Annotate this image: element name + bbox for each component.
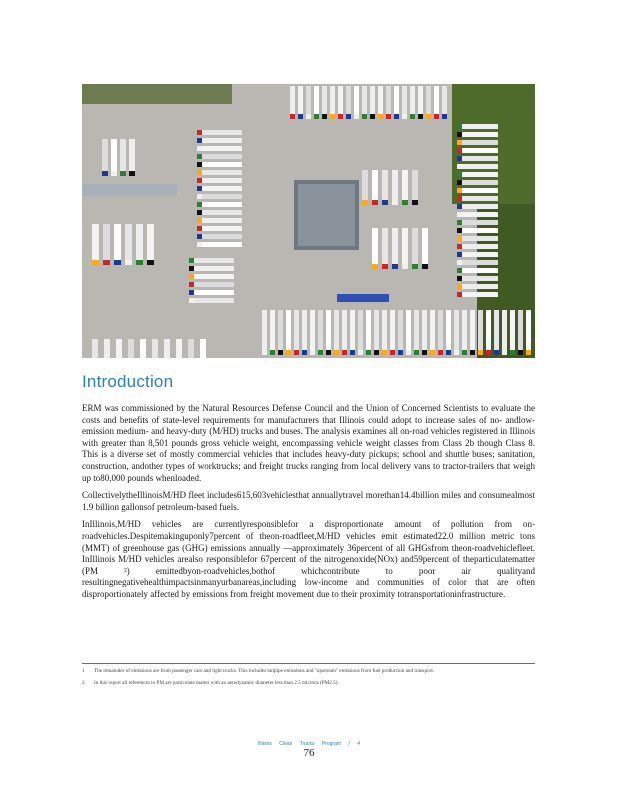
trailer — [188, 339, 194, 358]
trailer — [434, 86, 439, 114]
trailer — [390, 310, 395, 350]
trailer — [462, 236, 498, 241]
truck-cab — [197, 226, 202, 231]
trailer — [202, 202, 242, 207]
truck-cab — [372, 264, 378, 269]
trailer — [176, 339, 182, 358]
trailer — [510, 310, 515, 350]
truck-cab — [457, 204, 462, 209]
truck-cab — [457, 188, 462, 193]
trailer — [370, 86, 375, 114]
trailer — [478, 310, 483, 350]
truck-cab — [306, 114, 311, 119]
truck-cab — [390, 350, 395, 355]
trailer — [462, 268, 498, 273]
trailer — [372, 228, 378, 264]
trailer — [92, 224, 99, 260]
truck-cab — [434, 114, 439, 119]
trailer — [322, 86, 327, 114]
trailer — [462, 140, 498, 145]
footnote-number: 1 — [82, 668, 85, 674]
trailer — [194, 298, 234, 303]
truck-cab — [370, 114, 375, 119]
truck-cab — [197, 186, 202, 191]
truck-cab — [197, 178, 202, 183]
trailer — [202, 226, 242, 231]
truck-cab — [382, 200, 388, 205]
trailer — [194, 266, 234, 271]
trailer — [462, 310, 467, 350]
truck-cab — [392, 264, 398, 269]
truck-cab — [414, 350, 419, 355]
trailer — [378, 86, 383, 114]
trailer — [202, 154, 242, 159]
trailer — [111, 139, 117, 171]
footnote — [82, 680, 535, 687]
trailer — [422, 310, 427, 350]
paragraph: CollectivelytheIllinoisM/HD fleet includes615,603vehiclesthat annuallytravel morethan14.4billion miles and consumealmost 1.9 billion gallonsof petroleum-based fuels. — [82, 490, 535, 512]
truck-cab — [418, 114, 423, 119]
trailer — [382, 228, 388, 264]
truck-cab — [120, 171, 126, 176]
section-heading: Introduction — [82, 372, 174, 391]
trailer — [286, 310, 291, 350]
trailer — [202, 162, 242, 167]
truck-cab — [510, 350, 515, 355]
truck-cab — [286, 350, 291, 355]
truck-cab — [129, 171, 135, 176]
truck-cab — [302, 350, 307, 355]
trailer — [330, 86, 335, 114]
trailer — [462, 244, 498, 249]
trailer — [418, 86, 423, 114]
truck-cab — [402, 114, 407, 119]
trailer — [462, 172, 498, 177]
trailer — [194, 258, 234, 263]
trailer — [372, 170, 378, 200]
trailer — [202, 218, 242, 223]
trailer — [402, 170, 408, 200]
truck-cab — [378, 114, 383, 119]
truck-cab — [197, 154, 202, 159]
trailer — [426, 86, 431, 114]
truck-cab — [478, 350, 483, 355]
trailer — [422, 228, 428, 264]
trailer — [346, 86, 351, 114]
trailer — [302, 310, 307, 350]
trailer — [334, 310, 339, 350]
trailer — [362, 170, 368, 200]
trailer — [462, 204, 498, 209]
trailer — [202, 130, 242, 135]
trailer — [298, 86, 303, 114]
truck-cab — [398, 350, 403, 355]
truck-cab — [103, 260, 110, 265]
trailer — [314, 86, 319, 114]
trailer — [462, 124, 498, 129]
trailer — [306, 86, 311, 114]
truck-cab — [392, 200, 398, 205]
trailer — [438, 310, 443, 350]
truck-cab — [189, 274, 194, 279]
truck-cab — [457, 156, 462, 161]
footnote-text: In this report all references to PM are particulate matter with an aerodynamic diameter less than 2.5 microns (PM2.5). — [94, 680, 339, 686]
truck-cab — [189, 258, 194, 263]
truck-cab — [278, 350, 283, 355]
trailer — [202, 146, 242, 151]
truck-cab — [457, 148, 462, 153]
truck-cab — [446, 350, 451, 355]
trailer — [462, 260, 498, 265]
trailer — [462, 156, 498, 161]
trailer — [430, 310, 435, 350]
truck-cab — [338, 114, 343, 119]
truck-cab — [457, 140, 462, 145]
footnotes — [82, 668, 535, 692]
truck-cab — [457, 228, 462, 233]
truck-cab — [342, 350, 347, 355]
trailer — [114, 224, 121, 260]
truck-cab — [457, 252, 462, 257]
truck-cab — [330, 114, 335, 119]
truck-cab — [197, 194, 202, 199]
truck-cab — [438, 350, 443, 355]
paragraph: ERM was commissioned by the Natural Resources Defense Council and the Union of Concerned Scientists to evaluate the costs and benefits of state-level requirements for manufacturers that Illinois could adopt to increase sales of no- andlow-emission medium- and heavy-duty (M/HD) trucks and buses. The analysis examines all on-road vehicles registered in Illinois with greater than 8,501 pounds gross vehicle weight, encompassing vehicle weight classes from Class 2b though Class 8. This is a diverse set of mostly commercial vehicles that includes heavy-duty pickups; school and shuttle buses; sanitation, construction, andother types of worktrucks; and freight trucks ranging from local delivery vans to tractor-trailers that weigh up to80,000 pounds whenloaded. — [82, 403, 535, 483]
body-text — [82, 403, 535, 607]
truck-cab — [350, 350, 355, 355]
trailer — [202, 170, 242, 175]
trailer — [462, 284, 498, 289]
footnote-number: 2 — [82, 680, 85, 686]
truck-cab — [310, 350, 315, 355]
truck-cab — [189, 266, 194, 271]
truck-cab — [518, 350, 523, 355]
truck-cab — [189, 282, 194, 287]
truck-cab — [372, 200, 378, 205]
truck-cab — [326, 350, 331, 355]
truck-cab — [374, 350, 379, 355]
truck-cab — [366, 350, 371, 355]
trailer — [202, 138, 242, 143]
running-footer: Illinois Clean Trucks Program / 4 — [258, 741, 360, 747]
footnote-divider — [82, 663, 535, 664]
trailer — [406, 310, 411, 350]
truck-cab — [197, 138, 202, 143]
truck-cab — [457, 268, 462, 273]
trailer — [412, 228, 418, 264]
truck-cab — [502, 350, 507, 355]
trailer — [410, 86, 415, 114]
trailer — [202, 178, 242, 183]
footnote — [82, 668, 535, 675]
truck-cab — [102, 171, 108, 176]
trailer — [358, 310, 363, 350]
trailer — [202, 210, 242, 215]
truck-cab — [462, 350, 467, 355]
trailer — [202, 234, 242, 239]
trailer — [125, 224, 132, 260]
truck-cab — [422, 350, 427, 355]
trailer — [402, 228, 408, 264]
footnote-text: The remainder of emissions are from passenger cars and light trucks. This includes tailpipe emissions and "upstream" emissions from fuel production and transport. — [94, 668, 435, 674]
trailer — [386, 86, 391, 114]
trailer — [104, 339, 110, 358]
trailer — [294, 310, 299, 350]
trailer — [202, 186, 242, 191]
trailer — [278, 310, 283, 350]
trailer — [290, 86, 295, 114]
truck-cab — [197, 218, 202, 223]
trailer — [374, 310, 379, 350]
truck-cab — [426, 114, 431, 119]
truck-cab — [298, 114, 303, 119]
truck-cab — [406, 350, 411, 355]
truck-cab — [422, 264, 428, 269]
paragraph: InIllinois,M/HD vehicles are currentlyresponsiblefor a disproportionate amount of pollution from on-roadvehicles.Despitemakinguponly7percent of theon-roadfleet,M/HD vehicles emit estimated22.0 million metric tons (MMT) of greenhouse gas (GHG) emissions annually —approximately 36percent of all GHGsfrom theon-roadvehiclefleet. InIllinois M/HD vehicles arealso responsiblefor 67percent of the nitrogenoxide(NOx) and59percent of theparticulatematter (PM ²) emittedbyon-roadvehicles,bothof whichcontribute to poor air qualityand resultingnegativehealthimpactsinmanyurbanareas,including low-income and communities of color that are often disproportionately affected by emissions from freight movement due to their proximity totransportationinfrastructure. — [82, 519, 535, 599]
truck-cab — [197, 170, 202, 175]
truck-cab — [412, 200, 418, 205]
truck-cab — [197, 130, 202, 135]
grass-area — [82, 84, 232, 104]
trailer — [462, 180, 498, 185]
trailer — [446, 310, 451, 350]
trailer — [147, 224, 154, 260]
truck-cab — [457, 292, 462, 297]
trailer — [470, 310, 475, 350]
truck-cab — [125, 260, 132, 265]
trailer — [350, 310, 355, 350]
truck-cab — [457, 244, 462, 249]
trailer — [202, 242, 242, 247]
warehouse-roof — [298, 184, 355, 246]
trailer — [526, 310, 531, 350]
truck-cab — [457, 212, 462, 217]
truck-cab — [412, 264, 418, 269]
trailer — [194, 274, 234, 279]
trailer — [128, 339, 134, 358]
trailer — [462, 276, 498, 281]
trailer — [454, 310, 459, 350]
trailer — [164, 339, 170, 358]
truck-cab — [354, 114, 359, 119]
truck-cab — [526, 350, 531, 355]
trailer — [120, 139, 126, 171]
truck-cab — [318, 350, 323, 355]
trailer — [494, 310, 499, 350]
trailer — [270, 310, 275, 350]
canopy — [82, 184, 177, 196]
truck-cab — [457, 276, 462, 281]
trailer — [202, 194, 242, 199]
trailer — [338, 86, 343, 114]
truck-cab — [442, 114, 447, 119]
trailer — [394, 86, 399, 114]
trailer — [116, 339, 122, 358]
truck-cab — [346, 114, 351, 119]
trailer — [342, 310, 347, 350]
trailer — [462, 164, 498, 169]
trailer — [194, 290, 234, 295]
truck-cab — [457, 260, 462, 265]
truck-cab — [470, 350, 475, 355]
trailer — [366, 310, 371, 350]
trailer — [92, 339, 98, 358]
page-number: 76 — [303, 747, 315, 759]
trailer — [200, 339, 206, 358]
truck-cab — [394, 114, 399, 119]
trailer — [502, 310, 507, 350]
trailer — [362, 86, 367, 114]
trailer — [462, 252, 498, 257]
aerial-truck-lot-photo — [82, 84, 535, 358]
trailer — [262, 310, 267, 350]
truck-cab — [290, 114, 295, 119]
truck-cab — [486, 350, 491, 355]
trailer — [136, 224, 143, 260]
trailer — [354, 86, 359, 114]
trailer — [486, 310, 491, 350]
trailer — [382, 170, 388, 200]
truck-lot-illustration — [82, 84, 535, 358]
truck-cab — [457, 164, 462, 169]
truck-cab — [92, 260, 99, 265]
truck-cab — [410, 114, 415, 119]
truck-cab — [386, 114, 391, 119]
trailer — [326, 310, 331, 350]
trailer — [194, 282, 234, 287]
truck-cab — [402, 264, 408, 269]
trailer — [462, 148, 498, 153]
truck-cab — [136, 260, 143, 265]
truck-cab — [457, 236, 462, 241]
truck-cab — [197, 234, 202, 239]
truck-cab — [189, 290, 194, 295]
trailer — [462, 196, 498, 201]
trailer — [310, 310, 315, 350]
trailer — [382, 310, 387, 350]
truck-cab — [457, 172, 462, 177]
trailer — [462, 132, 498, 137]
truck-cab — [197, 162, 202, 167]
truck-cab — [430, 350, 435, 355]
trailer — [518, 310, 523, 350]
truck-cab — [262, 350, 267, 355]
truck-cab — [457, 220, 462, 225]
truck-cab — [270, 350, 275, 355]
trailer — [392, 170, 398, 200]
truck-cab — [457, 180, 462, 185]
trailer — [462, 292, 498, 297]
truck-cab — [189, 298, 194, 303]
truck-cab — [494, 350, 499, 355]
truck-cab — [362, 200, 368, 205]
truck-cab — [382, 350, 387, 355]
trailer — [140, 339, 146, 358]
trailer — [103, 224, 110, 260]
blue-trailer — [337, 294, 389, 302]
trailer — [442, 86, 447, 114]
truck-cab — [457, 284, 462, 289]
truck-cab — [111, 171, 117, 176]
trailer — [318, 310, 323, 350]
trailer — [398, 310, 403, 350]
truck-cab — [362, 114, 367, 119]
truck-cab — [197, 210, 202, 215]
truck-cab — [322, 114, 327, 119]
trailer — [414, 310, 419, 350]
truck-cab — [457, 124, 462, 129]
truck-cab — [197, 146, 202, 151]
truck-cab — [382, 264, 388, 269]
truck-cab — [147, 260, 154, 265]
truck-cab — [114, 260, 121, 265]
truck-cab — [457, 132, 462, 137]
truck-cab — [334, 350, 339, 355]
truck-cab — [294, 350, 299, 355]
trailer — [402, 86, 407, 114]
trailer — [412, 170, 418, 200]
truck-cab — [454, 350, 459, 355]
trailer — [462, 188, 498, 193]
truck-cab — [358, 350, 363, 355]
trailer — [152, 339, 158, 358]
trailer — [462, 220, 498, 225]
trailer — [392, 228, 398, 264]
truck-cab — [314, 114, 319, 119]
trailer — [462, 212, 498, 217]
truck-cab — [197, 202, 202, 207]
trailer — [129, 139, 135, 171]
truck-cab — [457, 196, 462, 201]
truck-cab — [402, 200, 408, 205]
truck-cab — [197, 242, 202, 247]
trailer — [462, 228, 498, 233]
trailer — [102, 139, 108, 171]
